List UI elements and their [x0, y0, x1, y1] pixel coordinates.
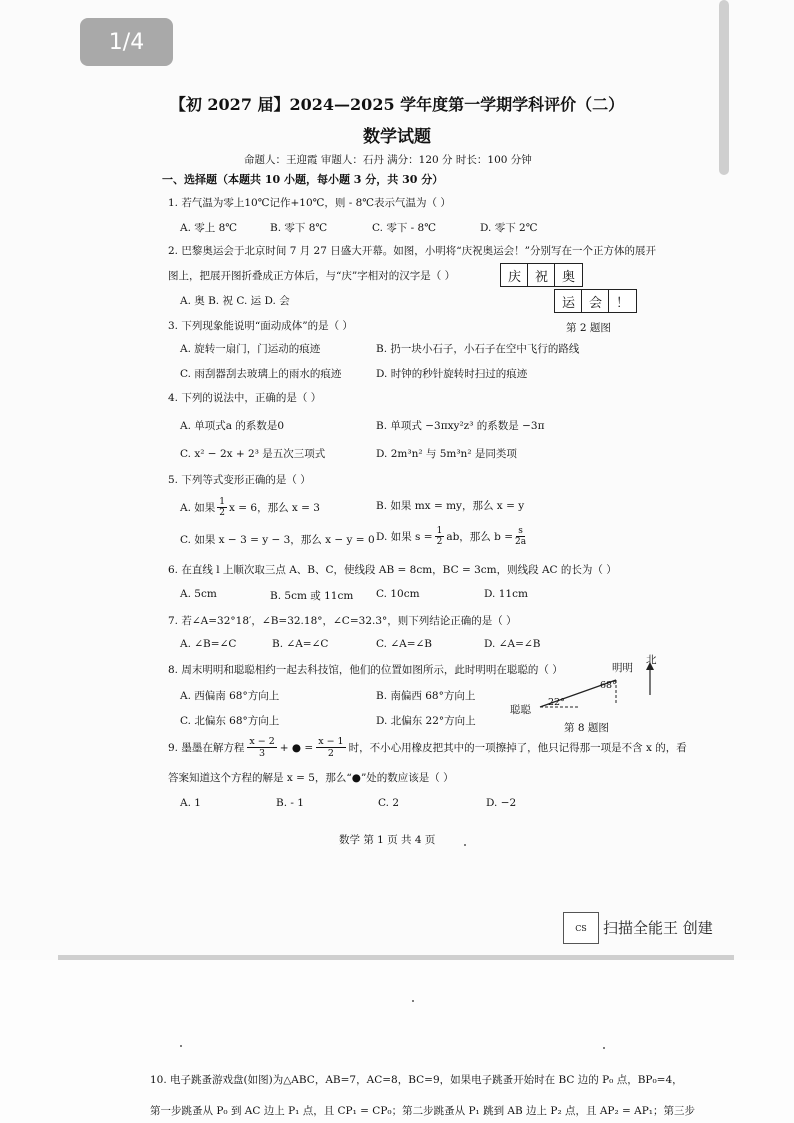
- q10-line-1: 10. 电子跳蚤游戏盘(如图)为△ABC，AB=7，AC=8，BC=9，如果电子跳蚤开始时在 BC 边的 P₀ 点，BP₀=4，: [150, 1074, 683, 1086]
- q8-option-b: B. 南偏西 68°方向上: [376, 690, 476, 702]
- fraction: [435, 526, 445, 547]
- scanner-logo-text: CS: [575, 923, 587, 933]
- q9-option-d: D. −2: [486, 797, 517, 809]
- q9-option-c: C. 2: [378, 797, 400, 809]
- q1-option-c: C. 零下 - 8℃: [372, 222, 436, 234]
- scan-speck: [464, 844, 466, 846]
- denominator: 3: [259, 748, 266, 759]
- fraction: [217, 497, 227, 518]
- numerator: 1: [436, 526, 443, 536]
- q5a-suffix: x = 6，那么 x = 3: [229, 502, 320, 514]
- scan-speck: [412, 1000, 414, 1002]
- denominator: 2a: [515, 537, 527, 547]
- fraction: [316, 736, 345, 759]
- numerator: x − 2: [249, 736, 275, 747]
- numerator: s: [518, 526, 523, 536]
- q4-stem: 4. 下列的说法中，正确的是（ ）: [168, 392, 322, 404]
- q9-option-a: A. 1: [180, 797, 201, 809]
- congcong-label: 聪聪: [510, 704, 531, 716]
- q1-option-b: B. 零下 8℃: [270, 222, 328, 234]
- q9-prefix: 9. 墨墨在解方程: [168, 742, 245, 754]
- numerator: 1: [219, 497, 225, 507]
- scan-speck: [603, 1047, 605, 1049]
- q7-option-a: A. ∠B=∠C: [180, 638, 237, 650]
- scan-speck: [180, 1045, 182, 1047]
- q6-option-a: A. 5cm: [180, 588, 217, 600]
- q6-option-d: D. 11cm: [484, 588, 528, 600]
- numerator: x − 1: [318, 736, 344, 747]
- denominator: 2: [219, 508, 225, 518]
- net-cell: 奥: [554, 263, 583, 287]
- q3-option-a: A. 旋转一扇门，门运动的痕迹: [180, 343, 321, 355]
- q4-option-a: A. 单项式a 的系数是0: [180, 420, 285, 432]
- q1-option-a: A. 零上 8℃: [180, 222, 238, 234]
- q9-suffix: 时，不小心用橡皮把其中的一项擦掉了，他只记得那一项是不含 x 的，看: [348, 742, 687, 754]
- q5-option-b: B. 如果 mx = my，那么 x = y: [376, 500, 525, 512]
- q5a-prefix: A. 如果: [180, 502, 216, 514]
- q5-stem: 5. 下列等式变形正确的是（ ）: [168, 474, 311, 486]
- scanner-logo: [563, 912, 599, 944]
- net-cell: 祝: [527, 263, 556, 287]
- q2-stem-2: 图上，把展开图折叠成正方体后，与“庆”字相对的汉字是（ ）: [168, 270, 456, 282]
- q8-figure-caption: 第 8 题图: [564, 722, 609, 734]
- next-page: [0, 960, 794, 1123]
- q5d-prefix: D. 如果 s =: [376, 531, 433, 543]
- q10-line-2: 第一步跳蚤从 P₀ 到 AC 边上 P₁ 点，且 CP₁ = CP₀；第二步跳蚤从 P₁ 跳到 AB 边上 P₂ 点，且 AP₂ = AP₁；第三步: [150, 1105, 696, 1117]
- fraction: [247, 736, 276, 759]
- q1-stem: 1. 若气温为零上10℃记作+10℃，则 - 8℃表示气温为（ ）: [168, 197, 451, 209]
- denominator: 2: [327, 748, 334, 759]
- section-heading: 一、选择题（本题共 10 小题，每小题 3 分，共 30 分）: [162, 173, 444, 186]
- q8-option-a: A. 西偏南 68°方向上: [180, 690, 280, 702]
- angle-22-label: 22°: [548, 697, 565, 708]
- angle-68-label: 68°: [600, 680, 617, 691]
- page-footer: 数学 第 1 页 共 4 页: [339, 834, 436, 846]
- q9-stem-2: 答案知道这个方程的解是 x = 5，那么“●”处的数应该是（ ）: [168, 772, 454, 784]
- q6-option-c: C. 10cm: [376, 588, 420, 600]
- q8-stem: 8. 周末明明和聪聪相约一起去科技馆，他们的位置如图所示，此时明明在聪聪的（ ）: [168, 664, 563, 676]
- fraction: [515, 526, 526, 547]
- q8-option-c: C. 北偏东 68°方向上: [180, 715, 280, 727]
- exam-title: 【初 2027 届】2024—2025 学年度第一学期学科评价（二）: [169, 95, 625, 114]
- q9-option-b: B. - 1: [276, 797, 304, 809]
- q3-option-c: C. 雨刮器刮去玻璃上的雨水的痕迹: [180, 368, 342, 380]
- q7-option-b: B. ∠A=∠C: [272, 638, 329, 650]
- q9-stem: [168, 736, 687, 759]
- q2-stem: 2. 巴黎奥运会于北京时间 7 月 27 日盛大开幕。如图，小明将“庆祝奥运会！”分别写在一个正方体的展开: [168, 245, 656, 257]
- exam-subtitle: 数学试题: [363, 127, 431, 147]
- north-label: 北: [646, 654, 657, 666]
- q4-option-b: B. 单项式 −3πxy²z³ 的系数是 −3π: [376, 420, 545, 432]
- q3-stem: 3. 下列现象能说明“面动成体”的是（ ）: [168, 320, 353, 332]
- q6-option-b: B. 5cm 或 11cm: [270, 590, 354, 602]
- q8-option-d: D. 北偏东 22°方向上: [376, 715, 476, 727]
- q3-option-d: D. 时钟的秒针旋转时扫过的痕迹: [376, 368, 528, 380]
- q4-option-c: C. x² − 2x + 2³ 是五次三项式: [180, 448, 326, 460]
- denominator: 2: [436, 537, 443, 547]
- net-cell: 庆: [500, 263, 529, 287]
- exam-meta: 命题人：王迎霞 审题人：石丹 满分：120 分 时长：100 分钟: [244, 154, 532, 166]
- q9-middle: + ● =: [279, 741, 314, 754]
- q7-option-d: D. ∠A=∠B: [484, 638, 541, 650]
- q6-stem: 6. 在直线 l 上顺次取三点 A、B、C，使线段 AB = 8cm，BC = 3cm，则线段 AC 的长为（ ）: [168, 564, 617, 576]
- q5-option-a: [180, 497, 320, 518]
- q7-option-c: C. ∠A=∠B: [376, 638, 433, 650]
- mingming-label: 明明: [612, 662, 633, 674]
- net-cell: 运: [554, 289, 583, 313]
- q1-option-d: D. 零下 2℃: [480, 222, 538, 234]
- q2-options: A. 奥 B. 祝 C. 运 D. 会: [180, 295, 290, 307]
- q5d-middle: ab，那么 b =: [446, 531, 514, 543]
- q7-stem: 7. 若∠A=32°18′，∠B=32.18°，∠C=32.3°，则下列结论正确的是（ ）: [168, 615, 517, 627]
- q5-option-d: [376, 526, 526, 547]
- net-cell: 会: [581, 289, 610, 313]
- q2-figure-caption: 第 2 题图: [566, 322, 611, 334]
- q5-option-c: C. 如果 x − 3 = y − 3，那么 x − y = 0: [180, 534, 375, 546]
- scrollbar-thumb[interactable]: [719, 0, 729, 175]
- scanner-watermark: 扫描全能王 创建: [603, 919, 713, 937]
- net-cell: ！: [608, 289, 637, 313]
- page-indicator: 1/4: [80, 18, 173, 66]
- q4-option-d: D. 2m³n² 与 5m³n² 是同类项: [376, 448, 517, 460]
- q3-option-b: B. 扔一块小石子，小石子在空中飞行的路线: [376, 343, 580, 355]
